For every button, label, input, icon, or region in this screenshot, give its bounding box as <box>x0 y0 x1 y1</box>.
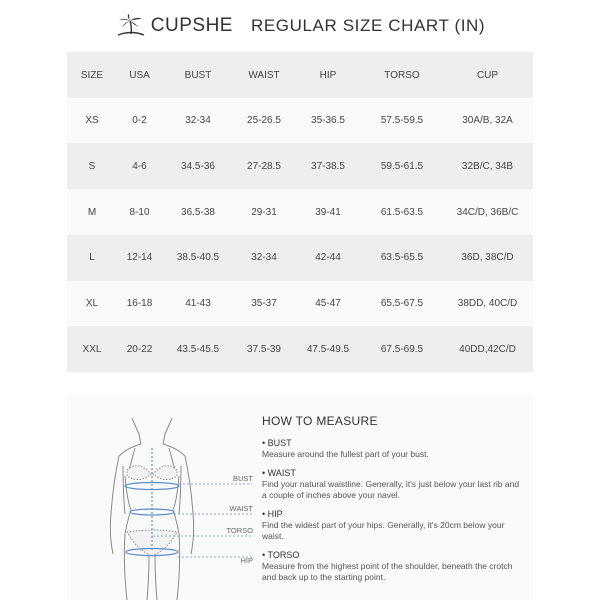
table-cell: M <box>87 206 97 218</box>
table-cell: L <box>89 252 95 264</box>
table-header-cell: SIZE <box>80 69 104 81</box>
table-cell: 29-31 <box>251 206 277 218</box>
table-cell: 36.5-38 <box>181 206 215 218</box>
measure-item-desc: Find the widest part of your hips. Generally, it's 20cm below your waist. <box>262 520 505 541</box>
palm-tree-icon <box>115 13 147 39</box>
table-row <box>67 326 533 372</box>
table-cell: 25-26.5 <box>247 115 281 127</box>
measure-item-label: • TORSO <box>262 550 300 560</box>
table-cell: 20-22 <box>126 343 153 355</box>
figure-label-torso: TORSO <box>226 526 253 535</box>
table-header-cell: HIP <box>319 69 337 81</box>
measure-item-label: • HIP <box>262 509 283 519</box>
table-cell: 12-14 <box>126 252 153 264</box>
table-cell: 57.5-59.5 <box>380 115 424 127</box>
figure-label-waist: WAIST <box>229 504 253 513</box>
measure-item-bust <box>262 438 522 460</box>
measure-item-torso <box>262 550 522 583</box>
measure-item-hip <box>262 509 522 542</box>
table-cell: XXL <box>82 343 102 355</box>
table-cell: 36D, 38C/D <box>461 252 514 264</box>
table-header-row <box>67 52 533 98</box>
table-cell: 37.5-39 <box>247 343 281 355</box>
table-cell: 63.5-65.5 <box>380 252 424 264</box>
measure-item-desc: Find your natural waistline. Generally, it's just below your last rib and a couple of inches above your navel. <box>262 479 520 500</box>
table-cell: 30A/B, 32A <box>462 115 513 127</box>
table-cell: 67.5-69.5 <box>380 343 424 355</box>
table-cell: 47.5-49.5 <box>306 343 350 355</box>
table-row <box>67 281 533 327</box>
table-cell: 34.5-36 <box>181 160 215 172</box>
measure-item-desc: Measure from the highest point of the shoulder, beneath the crotch and back up to the starting point. <box>262 561 513 582</box>
table-cell: 59.5-61.5 <box>380 160 424 172</box>
table-cell: 16-18 <box>126 298 153 309</box>
table-cell: 0-2 <box>132 115 147 127</box>
measure-instructions <box>262 414 522 591</box>
table-cell: XL <box>85 298 99 309</box>
table-cell: 38.5-40.5 <box>176 252 220 264</box>
table-cell: 35-37 <box>251 298 277 309</box>
table-cell: 43.5-45.5 <box>176 343 220 355</box>
measure-title: HOW TO MEASURE <box>262 414 378 428</box>
measure-item-waist <box>262 468 522 501</box>
table-header-cell: BUST <box>184 69 212 81</box>
figure-label-hip: HIP <box>240 556 253 565</box>
table-row <box>67 143 533 189</box>
table-cell: 38DD, 40C/D <box>457 298 518 309</box>
body-measurement-figure <box>87 404 287 600</box>
table-cell: 42-44 <box>315 252 341 264</box>
brand-name: CUPSHE <box>150 15 233 36</box>
table-header-cell: TORSO <box>384 69 420 81</box>
table-cell: 32-34 <box>185 115 211 127</box>
table-cell: 37-38.5 <box>311 160 345 172</box>
brand-logo <box>115 13 251 39</box>
table-cell: 4-6 <box>132 160 147 172</box>
measure-item-label: • WAIST <box>262 468 296 478</box>
table-cell: 27-28.5 <box>247 160 281 172</box>
size-chart-table <box>67 52 533 372</box>
table-header-cell: USA <box>129 69 150 81</box>
table-cell: S <box>88 160 96 172</box>
table-row <box>67 98 533 144</box>
figure-label-bust: BUST <box>232 474 253 483</box>
table-cell: 65.5-67.5 <box>380 298 424 309</box>
measure-item-label: • BUST <box>262 438 292 448</box>
table-header-cell: WAIST <box>248 69 280 81</box>
table-cell: 32-34 <box>251 252 277 264</box>
table-cell: 41-43 <box>185 298 211 309</box>
table-cell: XS <box>85 115 99 127</box>
how-to-measure-panel <box>67 394 533 600</box>
chart-header <box>0 0 600 52</box>
page-title: REGULAR SIZE CHART (IN) <box>250 16 486 35</box>
table-header-cell: CUP <box>476 69 499 81</box>
measure-item-desc: Measure around the fullest part of your bust. <box>262 449 429 459</box>
table-cell: 40DD,42C/D <box>459 343 516 355</box>
table-cell: 8-10 <box>129 206 150 218</box>
table-cell: 61.5-63.5 <box>380 206 424 218</box>
table-cell: 39-41 <box>315 206 341 218</box>
table-cell: 45-47 <box>315 298 341 309</box>
table-cell: 35-36.5 <box>311 115 345 127</box>
table-cell: 32B/C, 34B <box>461 160 514 172</box>
table-row <box>67 189 533 235</box>
table-row <box>67 235 533 281</box>
table-cell: 34C/D, 36B/C <box>456 206 519 218</box>
